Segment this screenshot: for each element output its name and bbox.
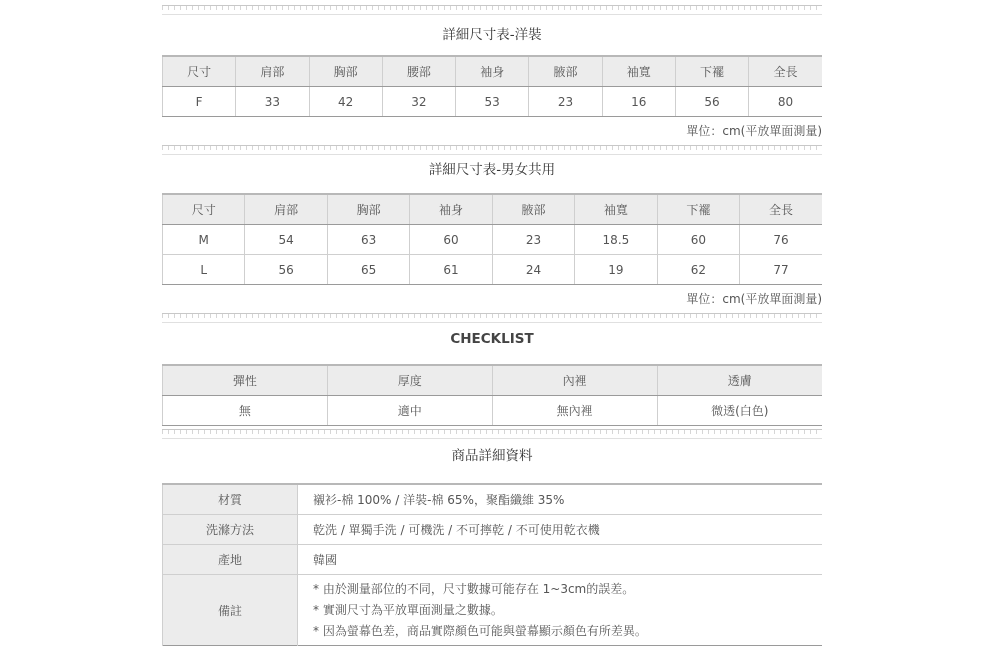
table-cell: F <box>163 87 236 117</box>
header-cell: 下襬 <box>657 194 739 225</box>
table-header-row <box>163 56 823 87</box>
header-cell: 透膚 <box>657 365 822 396</box>
header-cell: 全長 <box>749 56 822 87</box>
header-cell: 肩部 <box>236 56 309 87</box>
remark-line: * 實測尺寸為平放單面測量之數據。 <box>313 602 503 617</box>
unit-note: 單位：cm(平放單面測量) <box>686 124 822 138</box>
remark-line: * 因為螢幕色差，商品實際顏色可能與螢幕顯示顏色有所差異。 <box>313 623 647 638</box>
remarks-label: 備註 <box>163 575 298 646</box>
header-cell: 袖寬 <box>575 194 657 225</box>
checklist-title: CHECKLIST <box>450 331 534 347</box>
table-cell: 63 <box>327 225 409 255</box>
table-cell: 無 <box>163 396 328 426</box>
table-cell: 77 <box>740 255 822 285</box>
table-cell: 60 <box>410 225 492 255</box>
material-label: 材質 <box>163 484 298 515</box>
dress-size-table <box>162 55 822 117</box>
table-cell: 56 <box>245 255 327 285</box>
ruler-divider <box>162 429 822 439</box>
table-cell: 56 <box>675 87 748 117</box>
table-cell: 60 <box>657 225 739 255</box>
table-cell: 42 <box>309 87 382 117</box>
table-cell: 微透(白色) <box>657 396 822 426</box>
ruler-divider <box>162 313 822 323</box>
origin-value: 韓國 <box>298 545 823 575</box>
table-cell: 適中 <box>327 396 492 426</box>
table-cell: 53 <box>456 87 529 117</box>
table-cell: 16 <box>602 87 675 117</box>
table-cell: 76 <box>740 225 822 255</box>
header-cell: 全長 <box>740 194 822 225</box>
header-cell: 胸部 <box>309 56 382 87</box>
product-info-panel <box>162 0 822 646</box>
remarks-value <box>298 575 823 646</box>
table-cell: 19 <box>575 255 657 285</box>
table-row <box>163 255 823 285</box>
table-row <box>163 515 823 545</box>
header-cell: 袖身 <box>456 56 529 87</box>
table-cell: 18.5 <box>575 225 657 255</box>
table-cell: M <box>163 225 245 255</box>
header-cell: 厚度 <box>327 365 492 396</box>
table-cell: 23 <box>492 225 574 255</box>
unisex-size-title: 詳細尺寸表-男女共用 <box>428 162 556 178</box>
table-row <box>163 225 823 255</box>
table-header-row <box>163 194 823 225</box>
table-cell: 24 <box>492 255 574 285</box>
material-value: 襯衫-棉 100% / 洋裝-棉 65%，聚酯纖維 35% <box>298 484 823 515</box>
table-cell: 32 <box>382 87 455 117</box>
table-cell: 61 <box>410 255 492 285</box>
header-cell: 胸部 <box>327 194 409 225</box>
table-cell: 23 <box>529 87 602 117</box>
table-cell: 33 <box>236 87 309 117</box>
table-header-row <box>163 365 823 396</box>
table-row <box>163 575 823 646</box>
header-cell: 尺寸 <box>163 194 245 225</box>
origin-label: 產地 <box>163 545 298 575</box>
washing-value: 乾洗 / 單獨手洗 / 可機洗 / 不可擰乾 / 不可使用乾衣機 <box>298 515 823 545</box>
remark-line: * 由於測量部位的不同，尺寸數據可能存在 1~3cm的誤差。 <box>313 581 635 596</box>
product-details-title: 商品詳細資料 <box>451 448 533 464</box>
unisex-size-table <box>162 193 822 285</box>
table-cell: 62 <box>657 255 739 285</box>
unit-note: 單位：cm(平放單面測量) <box>686 292 822 306</box>
header-cell: 袖寬 <box>602 56 675 87</box>
table-cell: 54 <box>245 225 327 255</box>
table-row <box>163 484 823 515</box>
header-cell: 袖身 <box>410 194 492 225</box>
header-cell: 下襬 <box>675 56 748 87</box>
table-cell: 80 <box>749 87 822 117</box>
table-cell: 無內裡 <box>492 396 657 426</box>
header-cell: 腋部 <box>492 194 574 225</box>
washing-label: 洗滌方法 <box>163 515 298 545</box>
header-cell: 內裡 <box>492 365 657 396</box>
table-row <box>163 545 823 575</box>
ruler-divider <box>162 5 822 15</box>
header-cell: 尺寸 <box>163 56 236 87</box>
table-row <box>163 87 823 117</box>
checklist-table <box>162 364 822 426</box>
header-cell: 彈性 <box>163 365 328 396</box>
table-cell: 65 <box>327 255 409 285</box>
header-cell: 腰部 <box>382 56 455 87</box>
dress-size-title: 詳細尺寸表-洋裝 <box>442 27 542 43</box>
table-row <box>163 396 823 426</box>
ruler-divider <box>162 145 822 155</box>
header-cell: 肩部 <box>245 194 327 225</box>
header-cell: 腋部 <box>529 56 602 87</box>
table-cell: L <box>163 255 245 285</box>
product-details-table <box>162 483 822 646</box>
